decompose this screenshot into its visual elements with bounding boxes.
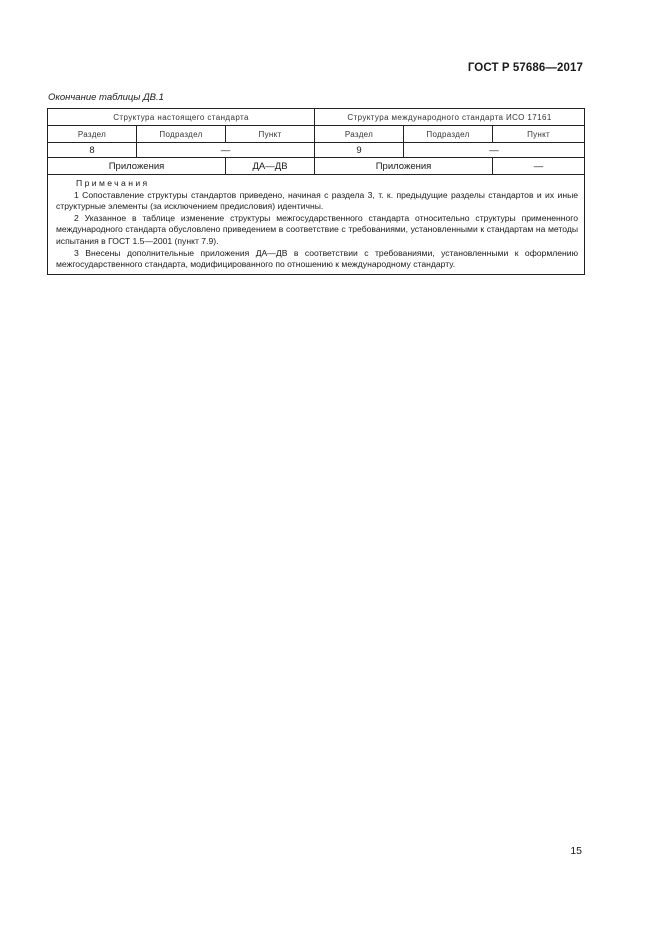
table-cell: Приложения — [48, 158, 226, 175]
table-cell: Приложения — [315, 158, 493, 175]
column-header-subsection: Подраздел — [137, 126, 226, 143]
notes-row — [48, 175, 585, 275]
table-cell: — — [493, 158, 585, 175]
table-cell: ДА—ДВ — [226, 158, 315, 175]
structure-comparison-table — [47, 108, 585, 275]
table-caption: Окончание таблицы ДВ.1 — [48, 92, 164, 103]
sub-header-row — [48, 126, 585, 143]
column-header-item: Пункт — [226, 126, 315, 143]
notes-title: Примечания — [76, 178, 150, 188]
table-row — [48, 158, 585, 175]
note-3: 3 Внесены дополнительные приложения ДА—ДВ в соответствии с требованиями, установленными к оформлению межгосударственного стандарта, модифицированного по отношению к международному стандарту. — [56, 247, 579, 270]
note-1: 1 Сопоставление структуры стандартов приведено, начиная с раздела 3, т. к. предыдущие разделы стандартов и их иные структурные элементы (за исключением предисловия) идентичны. — [56, 189, 579, 212]
column-header-section: Раздел — [315, 126, 404, 143]
group-header-row — [48, 109, 585, 126]
notes-cell — [48, 175, 585, 275]
table-cell: — — [137, 143, 315, 158]
note-2: 2 Указанное в таблице изменение структуры межгосударственного стандарта относительно структуры примененного международного стандарта обусловлено приведением в соответствие с требованиями, установленными к стандартам на методы испытания в ГОСТ 1.5—2001 (пункт 7.9). — [56, 212, 579, 246]
column-header-subsection: Подраздел — [404, 126, 493, 143]
table-cell: — — [404, 143, 585, 158]
table-cell: 9 — [315, 143, 404, 158]
column-header-section: Раздел — [48, 126, 137, 143]
column-header-item: Пункт — [493, 126, 585, 143]
international-structure-header: Структура международного стандарта ИСО 17161 — [315, 109, 585, 126]
page-number: 15 — [570, 845, 582, 857]
table-cell: 8 — [48, 143, 137, 158]
document-code: ГОСТ Р 57686—2017 — [467, 62, 583, 74]
national-structure-header: Структура настоящего стандарта — [48, 109, 315, 126]
table-row — [48, 143, 585, 158]
